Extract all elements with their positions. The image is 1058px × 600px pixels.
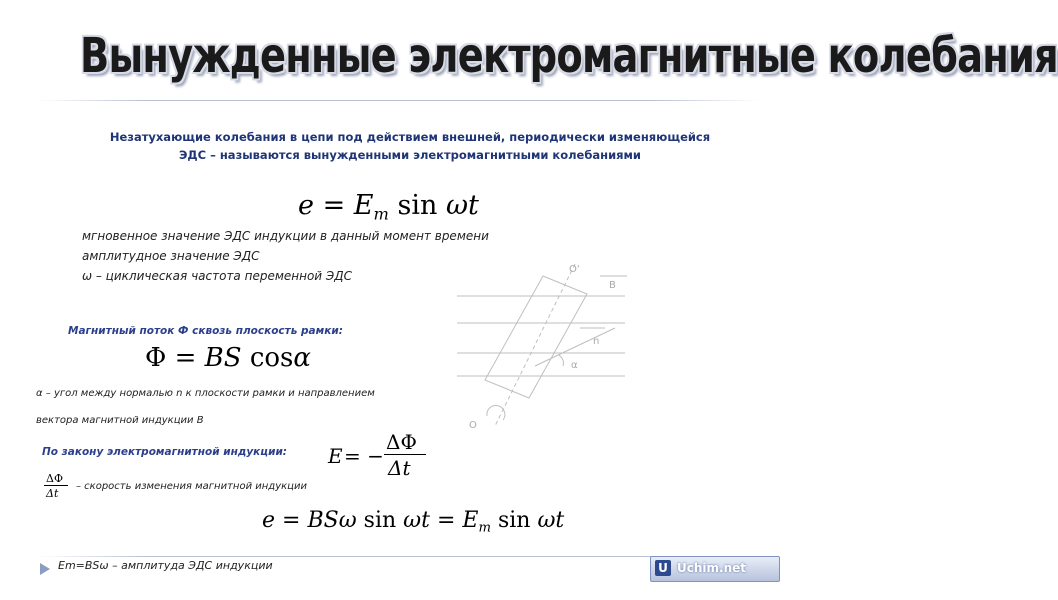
- emf-sin: sin: [397, 190, 438, 221]
- frame-rectangle: [485, 276, 587, 398]
- flux-heading: Магнитный поток Ф сквозь плоскость рамки:: [68, 325, 343, 337]
- induction-heading: По закону электромагнитной индукции:: [42, 446, 288, 458]
- label-o-top: O': [569, 264, 580, 275]
- emf-lhs: e: [298, 190, 314, 221]
- flux-eq: =: [174, 343, 197, 373]
- final-eq-2: =: [436, 508, 456, 533]
- final-arg-2: ωt: [537, 508, 565, 533]
- rate-fraction-bar: [44, 485, 68, 486]
- flux-cos: cos: [249, 343, 294, 373]
- logo-mark-icon: U: [655, 560, 671, 576]
- rotation-axis: [495, 264, 575, 426]
- induction-lhs: E: [328, 444, 343, 468]
- flux-rhs: BS: [204, 343, 242, 373]
- final-amplitude-sub: m: [478, 520, 491, 536]
- rotating-frame-diagram: [455, 258, 645, 433]
- flux-formula: [145, 343, 311, 373]
- rotation-direction-arrow: [487, 406, 505, 420]
- induction-fraction-bar: [384, 454, 426, 455]
- rate-fraction: [44, 472, 72, 502]
- induction-denominator: Δt: [388, 456, 411, 480]
- label-o-bottom: O: [469, 420, 477, 431]
- final-bsw: BSω: [307, 508, 357, 533]
- label-n: n: [593, 336, 600, 347]
- rate-denominator: Δt: [46, 487, 59, 500]
- alpha-arc: [559, 355, 564, 366]
- flux-lhs: Φ: [145, 343, 167, 373]
- alpha-note-2: вектора магнитной индукции B: [36, 415, 204, 426]
- final-formula: [262, 508, 564, 536]
- emf-amplitude: E: [353, 190, 374, 221]
- final-amplitude: E: [462, 508, 479, 533]
- definition-line-1: Незатухающие колебания в цепи под действием внешней, периодически изменяющейся: [109, 130, 711, 144]
- induction-eq: = −: [344, 444, 384, 468]
- title-divider: [38, 100, 760, 101]
- rate-note-text: – скорость изменения магнитной индукции: [76, 481, 307, 492]
- nav-arrow-icon[interactable]: [40, 563, 50, 575]
- final-sin-2: sin: [497, 508, 531, 533]
- final-eq-1: =: [282, 508, 301, 533]
- emf-formula: [298, 190, 479, 224]
- slide-title: Вынужденные электромагнитные колебания: [80, 28, 1058, 84]
- logo-text: Uchim.net: [677, 561, 746, 575]
- alpha-note-1: α – угол между нормалью n к плоскости рамки и направлением: [36, 388, 375, 399]
- emf-amplitude-sub: m: [373, 204, 389, 224]
- emf-note-instant: мгновенное значение ЭДС индукции в данный момент времени: [82, 229, 489, 243]
- induction-numerator: ΔΦ: [386, 430, 417, 454]
- final-arg-1: ωt: [403, 508, 430, 533]
- rate-numerator: ΔΦ: [46, 472, 63, 485]
- label-alpha: α: [571, 360, 578, 371]
- emf-arg: ωt: [445, 190, 479, 221]
- emf-note-frequency: ω – циклическая частота переменной ЭДС: [82, 269, 353, 283]
- final-sin-1: sin: [363, 508, 397, 533]
- footer-note: Em=BSω – амплитуда ЭДС индукции: [58, 559, 273, 572]
- emf-eq: =: [322, 190, 346, 221]
- site-logo[interactable]: [650, 556, 780, 582]
- definition-line-2: ЭДС – называются вынужденными электромагнитными колебаниями: [178, 148, 641, 162]
- emf-note-amplitude: амплитудное значение ЭДС: [82, 249, 260, 263]
- flux-arg: α: [293, 343, 311, 373]
- label-b: B: [609, 280, 616, 291]
- final-lhs: e: [262, 508, 276, 533]
